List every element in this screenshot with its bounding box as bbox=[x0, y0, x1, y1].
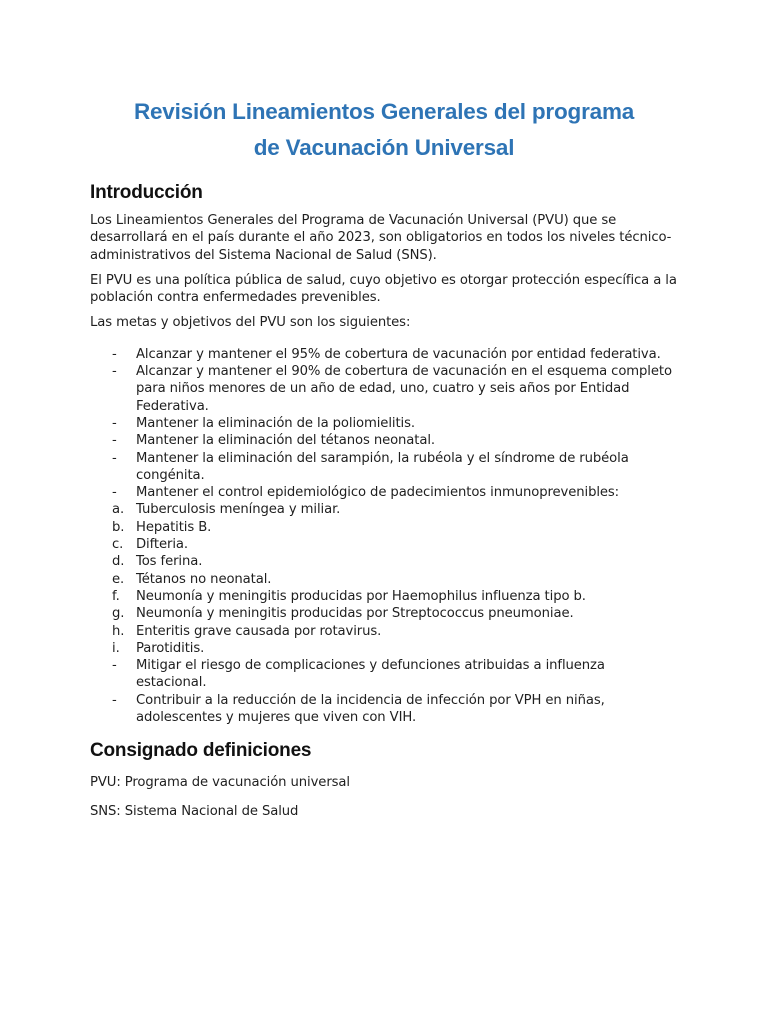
list-marker: i. bbox=[112, 640, 120, 656]
list-item bbox=[90, 432, 678, 449]
list-marker: - bbox=[112, 450, 117, 466]
list-item-text: Contribuir a la reducción de la incidencia de infección por VPH en niñas, adolescentes y mujeres que viven con VIH. bbox=[136, 692, 605, 726]
list-marker: - bbox=[112, 485, 117, 501]
list-item bbox=[90, 588, 678, 605]
list-marker: - bbox=[112, 346, 117, 362]
list-item bbox=[90, 623, 678, 640]
list-item-text: Tos ferina. bbox=[136, 554, 203, 570]
list-item bbox=[90, 657, 678, 692]
intro-paragraph-1: Los Lineamientos Generales del Programa de Vacunación Universal (PVU) que se desarrollará en el país durante el año 2023, son obligatorios en todos los niveles técnico-administrativos del Sistema Nacional de Salud (SNS). bbox=[90, 213, 672, 263]
intro-heading: Introducción bbox=[90, 182, 203, 203]
list-marker: b. bbox=[112, 519, 125, 535]
goals-list bbox=[90, 346, 678, 727]
list-marker: e. bbox=[112, 571, 125, 587]
list-item-text: Mantener el control epidemiológico de padecimientos inmunoprevenibles: bbox=[136, 485, 620, 501]
list-item bbox=[90, 346, 678, 363]
list-item-text: Parotiditis. bbox=[136, 640, 205, 656]
list-item bbox=[90, 501, 678, 518]
list-item-text: Hepatitis B. bbox=[136, 519, 212, 535]
list-item bbox=[90, 519, 678, 536]
list-item bbox=[90, 450, 678, 485]
list-marker: - bbox=[112, 658, 117, 674]
list-item-text: Neumonía y meningitis producidas por Streptococcus pneumoniae. bbox=[136, 606, 574, 622]
list-item-text: Mantener la eliminación de la poliomielitis. bbox=[136, 415, 415, 431]
list-item-text: Mitigar el riesgo de complicaciones y defunciones atribuidas a influenza estacional. bbox=[136, 658, 605, 691]
definition-pvu: PVU: Programa de vacunación universal bbox=[90, 775, 350, 791]
list-item-text: Tétanos no neonatal. bbox=[136, 571, 272, 587]
list-marker: - bbox=[112, 415, 117, 431]
list-marker: - bbox=[112, 364, 117, 380]
list-marker: h. bbox=[112, 623, 125, 639]
list-item bbox=[90, 415, 678, 432]
list-item bbox=[90, 605, 678, 622]
list-item-text: Neumonía y meningitis producidas por Haemophilus influenza tipo b. bbox=[136, 588, 586, 604]
definition-sns: SNS: Sistema Nacional de Salud bbox=[90, 803, 299, 819]
list-item-text: Mantener la eliminación del tétanos neonatal. bbox=[136, 433, 435, 449]
list-item bbox=[90, 692, 678, 727]
goals-intro-paragraph: Las metas y objetivos del PVU son los siguientes: bbox=[90, 315, 411, 331]
list-item-text: Alcanzar y mantener el 95% de cobertura de vacunación por entidad federativa. bbox=[136, 346, 661, 362]
list-item bbox=[90, 536, 678, 553]
list-item bbox=[90, 484, 678, 501]
list-marker: c. bbox=[112, 537, 124, 553]
list-marker: - bbox=[112, 692, 117, 708]
list-marker: d. bbox=[112, 554, 125, 570]
list-item-text: Difteria. bbox=[136, 537, 188, 553]
definitions-heading: Consignado definiciones bbox=[90, 740, 312, 762]
list-marker: g. bbox=[112, 606, 125, 622]
document-title-line-1: Revisión Lineamientos Generales del programa bbox=[133, 99, 635, 124]
list-item-text: Tuberculosis meníngea y miliar. bbox=[136, 502, 341, 518]
document-title-line-2: de Vacunación Universal bbox=[253, 135, 515, 160]
list-item-text: Enteritis grave causada por rotavirus. bbox=[136, 623, 382, 639]
list-item-text: Mantener la eliminación del sarampión, la rubéola y el síndrome de rubéola congénita. bbox=[136, 450, 629, 483]
list-item-text: Alcanzar y mantener el 90% de cobertura de vacunación en el esquema completo para niños menores de un año de edad, uno, cuatro y seis años por Entidad Federativa. bbox=[136, 364, 672, 414]
list-marker: - bbox=[112, 433, 117, 449]
list-item bbox=[90, 640, 678, 657]
document-title bbox=[90, 94, 678, 166]
list-item bbox=[90, 363, 678, 415]
list-item bbox=[90, 571, 678, 588]
list-item bbox=[90, 553, 678, 570]
list-marker: f. bbox=[112, 588, 120, 604]
intro-paragraph-2: El PVU es una política pública de salud, cuyo objetivo es otorgar protección específica a la población contra enfermedades prevenibles. bbox=[90, 272, 677, 306]
list-marker: a. bbox=[112, 502, 125, 518]
